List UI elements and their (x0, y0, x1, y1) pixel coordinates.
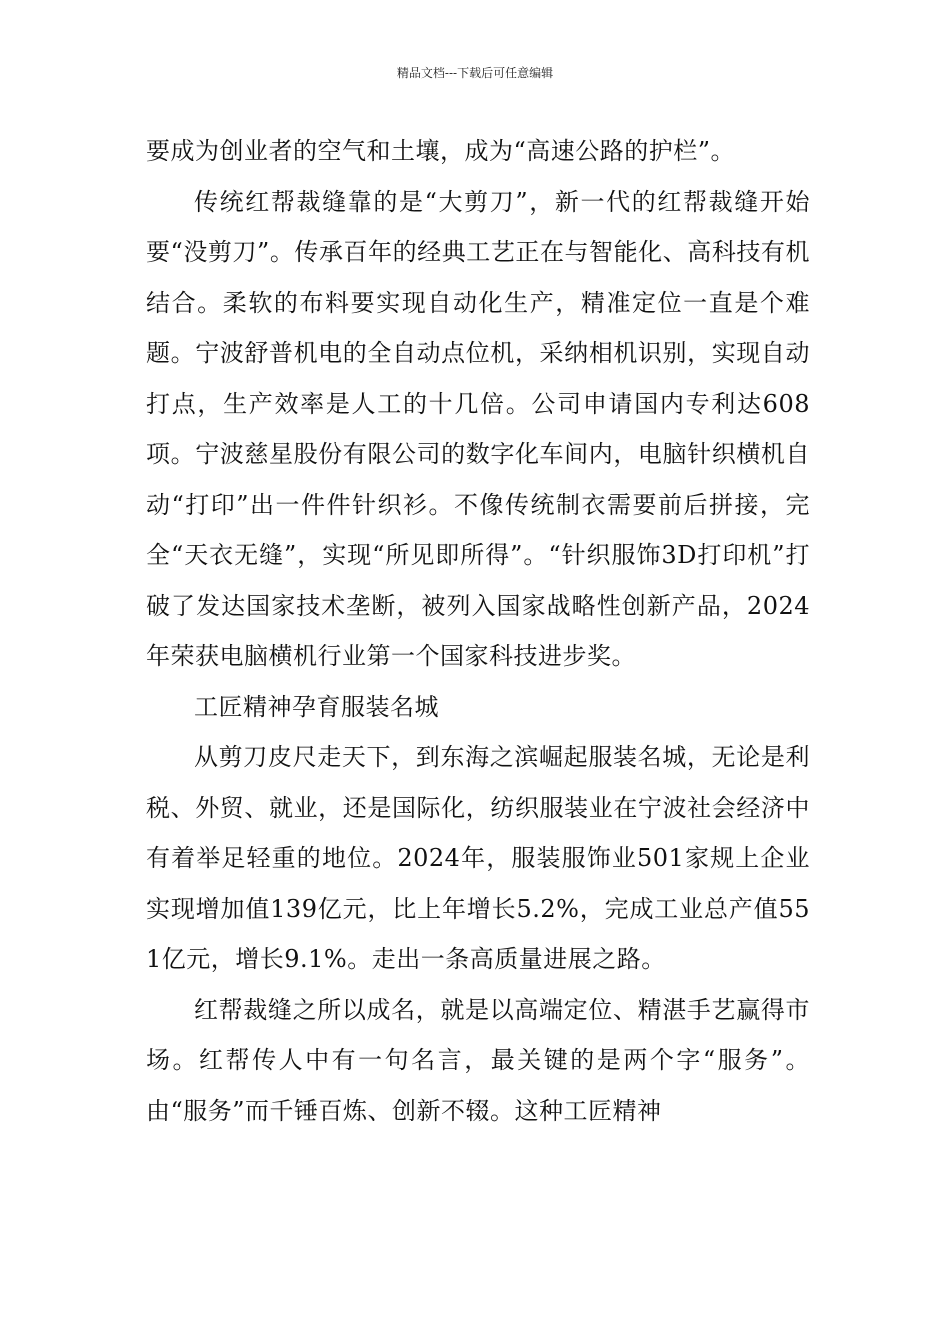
document-body (146, 126, 810, 1136)
page-header: 精品文档---下载后可任意编辑 (396, 66, 554, 80)
section-heading: 工匠精神孕育服装名城 (194, 692, 439, 721)
paragraph-craftsmanship: 红帮裁缝之所以成名，就是以高端定位、精湛手艺赢得市场。红帮传人中有一句名言，最关键的是两个字“服务”。由“服务”而千锤百炼、创新不辍。这种工匠精神 (146, 995, 810, 1125)
paragraph-continuation: 要成为创业者的空气和土壤，成为“高速公路的护栏”。 (146, 137, 736, 165)
paragraph-industry-stats: 从剪刀皮尺走天下，到东海之滨崛起服装名城，无论是利税、外贸、就业，还是国际化，纺织服装业在宁波社会经济中有着举足轻重的地位。2024年，服装服饰业501家规上企业实现增加值139亿元，比上年增长5.2%，完成工业总产值551亿元，增长9.1%。走出一条高质量进展之路。 (146, 743, 810, 973)
paragraph-smart-tailoring: 传统红帮裁缝靠的是“大剪刀”，新一代的红帮裁缝开始要“没剪刀”。传承百年的经典工艺正在与智能化、高科技有机结合。柔软的布料要实现自动化生产，精准定位一直是个难题。宁波舒普机电的全自动点位机，采纳相机识别，实现自动打点，生产效率是人工的十几倍。公司申请国内专利达608项。宁波慈星股份有限公司的数字化车间内，电脑针织横机自动“打印”出一件件针织衫。不像传统制衣需要前后拼接，完全“天衣无缝”，实现“所见即所得”。“针织服饰3D打印机”打破了发达国家技术垄断，被列入国家战略性创新产品，2024年荣获电脑横机行业第一个国家科技进步奖。 (146, 187, 810, 670)
